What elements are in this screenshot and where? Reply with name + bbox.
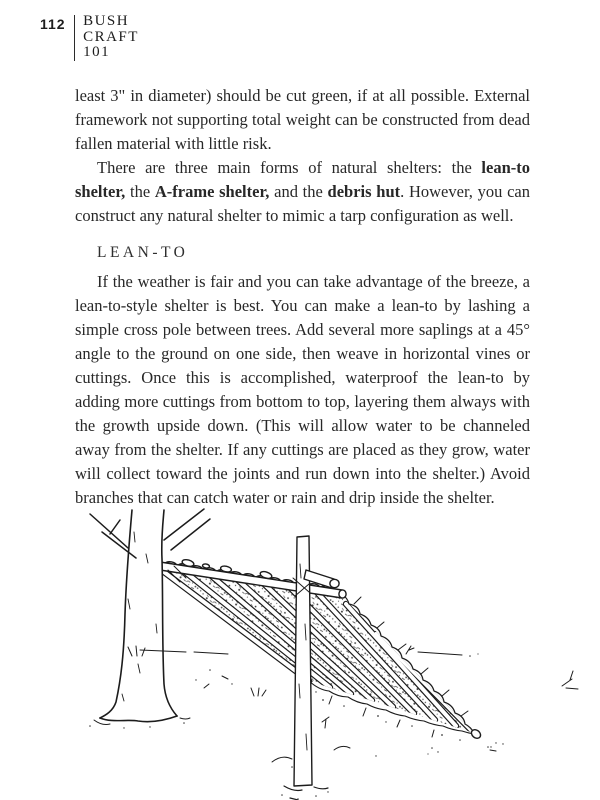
book-title-line: 101: [83, 44, 111, 60]
paragraph-continuation: least 3" in diameter) should be cut green, if at all possible. External framework not supporting total weight can be constructed from dead fallen material with little risk.: [75, 86, 530, 153]
header-divider: [74, 15, 76, 61]
section-heading-lean-to: LEAN-TO: [97, 244, 189, 261]
lean-to-drawing: [76, 504, 581, 800]
book-title-line: CRAFT: [83, 28, 139, 45]
paragraph-shelter-types: [75, 156, 530, 228]
text-segment: and the: [269, 182, 328, 201]
book-title: [83, 13, 139, 61]
page-body: [75, 84, 530, 510]
book-title-line: BUSH: [83, 13, 130, 29]
page-number: 112: [40, 16, 66, 32]
lean-to-illustration: [76, 504, 581, 800]
tree: [89, 509, 210, 729]
bold-term-a-frame-shelter: A-frame shelter,: [154, 182, 270, 201]
page-header: [40, 13, 139, 61]
text-segment: There are three main forms of natural shelters: the: [97, 158, 482, 177]
paragraph-lean-to: If the weather is fair and you can take advantage of the breeze, a lean-to-style shelter is best. You can make a lean-to by lashing a simple cross pole between trees. Add several more saplings at a 45° angle to the ground on one side, then weave in horizontal vines or cuttings. Once this is accomplished, waterproof the lean-to by adding more cuttings from bottom to top, layering them always with the growth upside down. (This will allow water to be channeled away from the shelter. If any cuttings are placed as they grow, water will collect toward the joints and run down into the shelter.) Avoid branches that can catch water or rain and drip inside the shelter.: [75, 272, 530, 507]
bold-term-debris-hut: debris hut: [327, 182, 401, 201]
text-segment: the: [125, 182, 155, 201]
text-segment: . However, you can construct any natural shelter to mimic a tarp configuration as well.: [75, 182, 530, 225]
bold-term-lean-to-shelter: lean-to shelter,: [75, 158, 530, 201]
